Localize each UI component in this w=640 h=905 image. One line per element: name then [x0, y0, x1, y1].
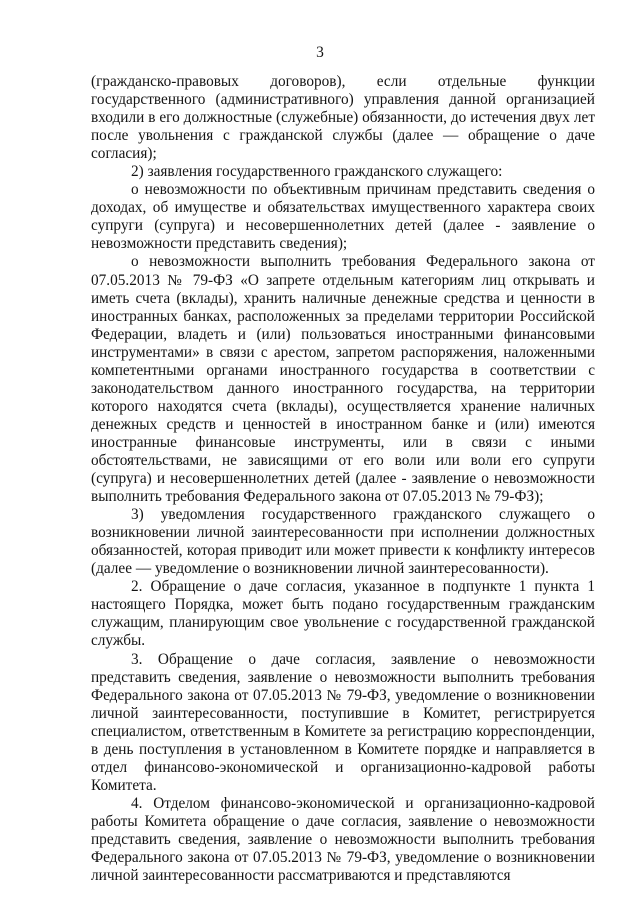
paragraph-income-info-impossibility: о невозможности по объективным причинам представить сведения о доходах, об имуществе и обязательствах имущественного характера своих супруги (супруга) и несовершеннолетних детей (далее - заявление о невозможности представить сведения); — [91, 181, 595, 253]
paragraph-section-2: 2. Обращение о даче согласия, указанное в подпункте 1 пункта 1 настоящего Порядка, может быть подано государственным гражданским служащим, планирующим свое увольнение с государственной гражданской службы. — [91, 578, 595, 650]
paragraph-section-3: 3. Обращение о даче согласия, заявление о невозможности представить сведения, заявление о невозможности выполнить требования Федерального закона от 07.05.2013 № 79-ФЗ, уведомление о возникновении личной заинтересованности, поступившие в Комитет, регистрируется специалистом, ответственным в Комитете за регистрацию корреспонденции, в день поступления в установленном в Комитете порядке и направляется в отдел финансово-экономической и организационно-кадровой работы Комитета. — [91, 650, 595, 794]
page-number: 3 — [316, 44, 324, 61]
paragraph-79fz-impossibility: о невозможности выполнить требования Федерального закона от 07.05.2013 № 79-ФЗ «О запрете отдельным категориям лиц открывать и иметь счета (вклады), хранить наличные денежные средства и ценности в иностранных банках, расположенных за пределами территории Российской Федерации, владеть и (или) пользоваться иностранными финансовыми инструментами» в связи с арестом, запретом распоряжения, наложенными компетентными органами иностранного государства в соответствии с законодательством данного иностранного государства, на территории которого находятся счета (вклады), осуществляется хранение наличных денежных средств и ценностей в иностранном банке и (или) имеются иностранные финансовые инструменты, или в связи с иными обстоятельствами, не зависящими от его воли или воли его супруги (супруга) и несовершеннолетних детей (далее - заявление о невозможности выполнить требования Федерального закона от 07.05.2013 № 79-ФЗ); — [91, 253, 595, 506]
paragraph-item-3-conflict-notice: 3) уведомления государственного гражданского служащего о возникновении личной заинтересованности при исполнении должностных обязанностей, которая приводит или может привести к конфликту интересов (далее — уведомление о возникновении личной заинтересованности). — [91, 506, 595, 578]
paragraph-item-2-statements: 2) заявления государственного гражданского служащего: — [131, 163, 503, 181]
paragraph-consent-request-continuation: (гражданско-правовых договоров), если отдельные функции государственного (административного) управления данной организацией входили в его должностные (служебные) обязанности, до истечения двух лет после увольнения с гражданской службы (далее — обращение о даче согласия); — [91, 73, 595, 163]
document-body — [91, 73, 595, 885]
paragraph-section-4: 4. Отделом финансово-экономической и организационно-кадровой работы Комитета обращение о даче согласия, заявление о невозможности представить сведения, заявление о невозможности выполнить требования Федерального закона от 07.05.2013 № 79-ФЗ, уведомление о возникновении личной заинтересованности рассматриваются и представляются — [91, 794, 595, 885]
